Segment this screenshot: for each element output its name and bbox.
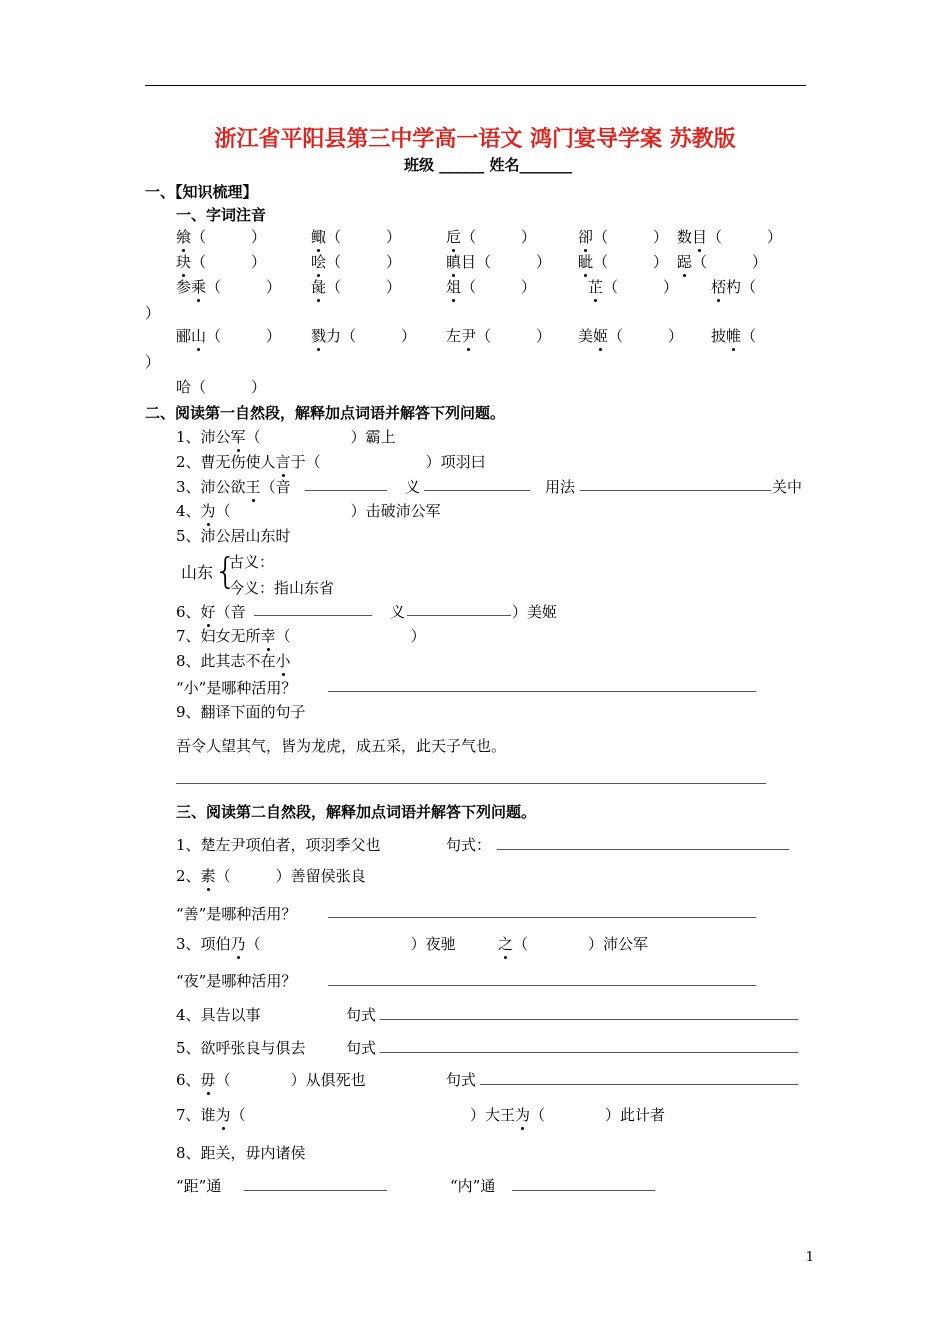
s3-q7a: 7、谁为（ xyxy=(176,1106,246,1124)
pinyin-row5: 哈（ ） xyxy=(176,378,267,396)
pinyin-item: 哙（ ） xyxy=(311,253,402,271)
s3-q2-answer-line[interactable] xyxy=(328,917,756,918)
s2-q4: 4、为（ ）击破沛公军 xyxy=(176,502,441,520)
s3-q1: 1、楚左尹项伯者，项羽季父也 xyxy=(176,836,381,854)
s3-q5-answer-line[interactable] xyxy=(380,1052,798,1053)
row4-tail: ） xyxy=(145,353,161,371)
s2-q9-answer-line[interactable] xyxy=(176,783,766,784)
s3-q5: 5、欲呼张良与俱去 xyxy=(176,1039,306,1057)
s3-q8-b: “内”通 xyxy=(450,1177,496,1195)
s3-q4-answer-line[interactable] xyxy=(380,1019,798,1020)
s2-q5-label: 山东 xyxy=(181,563,214,582)
section1-subheading: 一、字词注音 xyxy=(176,206,267,224)
s2-q3-mid1: 义 xyxy=(405,478,421,496)
pinyin-item: 跽（ ） xyxy=(677,253,768,271)
s2-q3-end: 关中 xyxy=(772,478,803,496)
s2-q7: 7、妇女无所幸（ ） xyxy=(176,627,426,645)
s2-q8-ask: “小”是哪种活用？ xyxy=(176,679,297,697)
page-number: 1 xyxy=(805,1250,814,1265)
s2-q1: 1、沛公军（ ）霸上 xyxy=(176,428,396,446)
s2-q6-line2[interactable] xyxy=(407,615,511,616)
s3-q8: 8、距关，毋内诸侯 xyxy=(176,1144,306,1162)
s3-q2-ask: “善”是哪种活用？ xyxy=(176,905,297,923)
pinyin-item: 数目（ ） xyxy=(677,228,783,246)
s3-q4: 4、具告以事 xyxy=(176,1006,261,1024)
pinyin-item: 戮力（ ） xyxy=(311,327,417,345)
s3-q4-tail: 句式 xyxy=(346,1006,377,1024)
pinyin-item: 玦（ ） xyxy=(176,253,267,271)
pinyin-item: 桮杓（ xyxy=(711,278,757,296)
section2-heading: 二、阅读第一自然段，解释加点词语并解答下列问题。 xyxy=(145,404,506,422)
pinyin-item: 参乘（ ） xyxy=(176,278,282,296)
pinyin-item: 鲰（ ） xyxy=(311,228,402,246)
row3-tail: ） xyxy=(145,304,161,322)
pinyin-item: 卮（ ） xyxy=(446,228,537,246)
pinyin-item: 彘（ ） xyxy=(311,278,402,296)
s3-q7b: ）大王为（ ）此计者 xyxy=(470,1106,666,1124)
s2-q5-new: 今义：指山东省 xyxy=(229,579,335,597)
s3-q1-tail: 句式： xyxy=(446,836,492,854)
pinyin-item: 左尹（ ） xyxy=(446,327,552,345)
s3-q1-answer-line[interactable] xyxy=(497,849,789,850)
s2-q6-line1[interactable] xyxy=(254,615,372,616)
s2-q2: 2、曹无伤使人言于（ ）项羽曰 xyxy=(176,453,486,471)
pinyin-item: 飨（ ） xyxy=(176,228,267,246)
section3-heading: 三、阅读第二自然段，解释加点词语并解答下列问题。 xyxy=(176,803,537,821)
s3-q6: 6、毋（ ）从俱死也 xyxy=(176,1071,366,1089)
s3-q3-ask: “夜”是哪种活用？ xyxy=(176,972,297,990)
s3-q6-tail: 句式 xyxy=(446,1071,477,1089)
pinyin-item: 披帷（ xyxy=(711,327,757,345)
document-title: 浙江省平阳县第三中学高一语文 鸿门宴导学案 苏教版 xyxy=(214,126,736,152)
pinyin-item: 郦山（ ） xyxy=(176,327,282,345)
s2-q3-line3[interactable] xyxy=(580,490,771,491)
s3-q6-answer-line[interactable] xyxy=(480,1084,798,1085)
header-rule xyxy=(145,85,806,86)
pinyin-item: 俎（ ） xyxy=(446,278,537,296)
pinyin-item: 卻（ ） xyxy=(578,228,669,246)
pinyin-item: 眦（ ） xyxy=(578,253,669,271)
pinyin-item: 瞋目（ ） xyxy=(446,253,552,271)
s3-q3-answer-line[interactable] xyxy=(328,985,756,986)
s2-q3: 3、沛公欲王（音 xyxy=(176,478,291,496)
s3-q8-a: “距”通 xyxy=(176,1177,222,1195)
s2-q6-end: ）美姬 xyxy=(512,603,558,621)
section1-heading: 一、【知识梳理】 xyxy=(145,183,258,201)
s2-q6: 6、好（音 xyxy=(176,603,246,621)
s3-q5-tail: 句式 xyxy=(346,1039,377,1057)
s2-q3-line2[interactable] xyxy=(424,490,530,491)
pinyin-item: 美姬（ ） xyxy=(578,327,684,345)
s3-q3a: 3、项伯乃（ ）夜驰 xyxy=(176,935,456,953)
s2-q3-line1[interactable] xyxy=(305,490,387,491)
s2-q5: 5、沛公居山东时 xyxy=(176,527,291,545)
s2-q6-mid: 义 xyxy=(390,603,406,621)
s2-q9: 9、翻译下面的句子 xyxy=(176,703,306,721)
s2-q8-answer-line[interactable] xyxy=(328,691,756,692)
pinyin-item: 芷（ ） xyxy=(588,278,679,296)
s2-q3-mid2: 用法 xyxy=(545,478,576,496)
s2-q8: 8、此其志不在小 xyxy=(176,652,291,670)
s3-q8-a-line[interactable] xyxy=(244,1190,387,1191)
brace-icon: { xyxy=(214,551,237,592)
s2-q5-old: 古义： xyxy=(229,553,275,571)
s2-q9-text: 吾令人望其气，皆为龙虎，成五采，此天子气也。 xyxy=(176,737,507,755)
class-name-line: 班级 ______ 姓名_______ xyxy=(404,156,572,174)
s3-q3b: 之（ ）沛公军 xyxy=(498,935,649,953)
s3-q2: 2、素（ ）善留侯张良 xyxy=(176,867,366,885)
s3-q8-b-line[interactable] xyxy=(512,1190,655,1191)
